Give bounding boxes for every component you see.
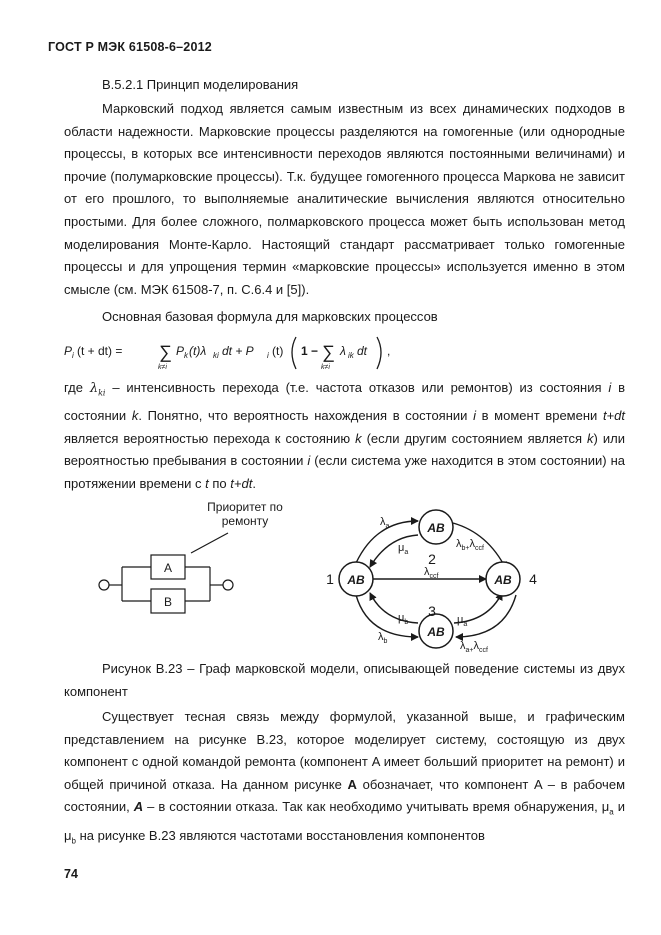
italic-k: k (355, 430, 362, 446)
formula-term1-rest-sub: ki (213, 351, 219, 360)
text-fragment: на рисунке B.23 являются частотами восстановления компонентов (75, 827, 485, 843)
edge-lambda-b-lower: λ (378, 631, 384, 643)
paragraph-lambda-definition (64, 377, 625, 496)
state-1-label: 1 (326, 571, 334, 587)
formula-term2-sub: i (267, 351, 269, 360)
formula-term1-sub: k (184, 351, 188, 360)
block-a-label: A (163, 561, 173, 575)
text-fragment: (если другим состоянием является (361, 430, 588, 446)
formula-dt-end: dt (357, 344, 368, 358)
input-node (99, 580, 109, 590)
mu-b: μ (64, 827, 72, 843)
svg-text:dt + P (222, 344, 254, 358)
svg-text:μa (457, 614, 467, 628)
state-4-label: 4 (529, 571, 537, 587)
edge-lambda-b-sub: b+ (461, 545, 470, 552)
state-1-text: AB (347, 573, 365, 587)
formula-sum-sub-2: k≠i (321, 364, 330, 371)
text-fragment: и (613, 799, 626, 815)
formula-one-minus: 1 − (301, 344, 319, 358)
edge-mu-a-lower-sub: a (463, 621, 468, 628)
edge-lambda-b: λ (456, 538, 462, 550)
edge-lambda-ccf-sub: ccf (474, 545, 484, 552)
priority-label-line1: Приоритет по (207, 500, 283, 514)
italic-i: i (473, 408, 476, 424)
italic-tdt: t+dt (602, 408, 625, 424)
text-fragment: является вероятностью перехода к состоянию (64, 430, 356, 446)
edge-mu-b: μ (398, 612, 405, 624)
svg-text:μa (398, 542, 408, 556)
edge-lambda-ccf-mid-sub: ccf (429, 573, 439, 580)
markov-state-graph (318, 503, 618, 653)
formula-comma: , (387, 344, 391, 358)
svg-text:(t) (272, 344, 283, 358)
mu-a-sub: a (609, 807, 614, 817)
state-3-label: 3 (428, 603, 436, 619)
formula-lambda-ik: λ (340, 344, 346, 358)
bold-italic-a: A (133, 799, 144, 815)
svg-text:P (176, 344, 184, 358)
svg-text:λa (380, 516, 390, 530)
text-fragment: . Понятно, что вероятность нахождения в состоянии (138, 408, 474, 424)
text-fragment: ) или вероятностью пребывания в состоянии (64, 430, 625, 469)
text-fragment: – интенсивность перехода (т.е. частота отказов или ремонтов) из состояния (105, 380, 609, 395)
block-b-label: B (163, 595, 173, 609)
mu-b-sub: b (71, 836, 76, 846)
svg-text:ki (213, 351, 219, 360)
svg-text:λ (339, 344, 346, 358)
priority-label-line2: ремонту (221, 514, 269, 528)
edge-mu-a: μ (398, 542, 405, 554)
text-fragment: в состоянии (64, 380, 625, 424)
svg-text:ik (348, 351, 355, 360)
edge-mu-a-sub: a (404, 549, 409, 556)
lambda-symbol: λ (89, 381, 99, 396)
edge-mu-a-lower: μ (457, 614, 464, 626)
svg-text:λa+λccf (460, 640, 488, 653)
edge-lambda-b-lower-sub: b (383, 638, 388, 645)
svg-text:∑: ∑ (159, 342, 172, 362)
italic-k: k (131, 408, 139, 424)
paragraph-formula-intro: Основная базовая формула для марковских процессов (102, 309, 438, 324)
edge-lambda-ccf2: λ (473, 640, 479, 652)
svg-text:1 − (301, 344, 318, 358)
formula-lhs-arg: (t + dt) = (77, 344, 123, 358)
formula-term1-end: dt + P (222, 344, 254, 358)
paragraph-relation (64, 706, 625, 853)
svg-text:k≠i (321, 364, 330, 371)
svg-text:, (387, 344, 390, 358)
text-fragment: по (208, 475, 231, 491)
text-fragment: в момент времени (475, 408, 603, 424)
text-fragment: (если система уже находится в этом состоянии) на протяжении времени с (64, 453, 625, 491)
formula-term1: P (176, 344, 185, 358)
text-fragment: обозначает, что компонент A – в рабочем состоянии, (64, 776, 626, 815)
paragraph-markov-approach: Марковский подход является самым известным из всех динамических подходов в области надежности. Марковские процессы разделяются на гомогенные (или однородные процессы, в которых все интенсивности переходов являются постоянными величинами) и прочие (полумарковские процессы). Т.к. будущее гомогенного процесса Маркова не зависит от его прошлого, то выполняемые аналитические вычисления являются относительно простыми. Для более сложного, полмарковского процесса может быть использован метод моделирования Монте-Карло. Настоящий стандарт рассматривает только гомогенные процессы и для упрощения термин «марковские процессы» используется именно в этом смысле (см. МЭК 61508-7, п. С.6.4 и [5]). (64, 101, 625, 297)
italic-t: t (205, 475, 209, 491)
italic-k: k (587, 430, 594, 446)
markov-formula (64, 331, 464, 373)
state-3-text: AB (427, 625, 445, 639)
state-2-text: AB (427, 521, 445, 535)
edge-lambda-a: λ (380, 516, 386, 528)
svg-text:λccf (424, 566, 439, 580)
formula-sum-sub-1: k≠i (158, 364, 167, 371)
page-number: 74 (64, 867, 78, 881)
formula-lambda-ik-sub: ik (348, 351, 354, 360)
svg-text:∑: ∑ (322, 342, 335, 362)
section-title: B.5.2.1 Принцип моделирования (102, 77, 299, 92)
figure-caption: Рисунок B.23 – Граф марковской модели, описывающей поведение системы из двух компонент (64, 661, 625, 699)
output-node (223, 580, 233, 590)
italic-i: i (307, 453, 311, 469)
edge-lambda-ccf2-sub: ccf (478, 647, 488, 653)
svg-text:(t)λ (189, 344, 206, 358)
text-where: где (64, 380, 83, 395)
svg-text:μb (398, 612, 408, 626)
formula-lhs-sub: i (72, 351, 74, 360)
document-header: ГОСТ Р МЭК 61508-6–2012 (48, 40, 212, 54)
svg-text:i (267, 351, 269, 360)
italic-i: i (608, 380, 612, 395)
svg-text:i (72, 351, 74, 360)
bold-a: A (347, 776, 357, 792)
svg-text:dt (357, 344, 368, 358)
formula-term1-rest: (t)λ (189, 344, 207, 358)
mu-a: μ (601, 799, 610, 815)
lambda-sub: ki (98, 388, 106, 398)
edge-lambda-a-ccf: λ (460, 640, 466, 652)
text-fragment: – в состоянии отказа. Так как необходимо учитывать время обнаружения, (143, 799, 602, 815)
formula-lhs: P (64, 344, 73, 358)
edge-lambda-ccf: λ (469, 538, 475, 550)
text-fragment: . (252, 475, 256, 491)
edge-lambda-a-sub: a (385, 523, 390, 530)
svg-text:k≠i (158, 364, 167, 371)
formula-term2-arg: (t) (272, 344, 284, 358)
edge-lambda-ccf-mid: λ (424, 566, 430, 578)
state-4-text: AB (494, 573, 512, 587)
italic-tdt: t+dt (230, 475, 253, 491)
svg-text:P (64, 344, 72, 358)
edge-lambda-a-ccf-sub: a+ (465, 647, 474, 653)
svg-text:λb+λccf (456, 538, 484, 552)
svg-text:λb (378, 631, 388, 645)
text-fragment: Существует тесная связь между формулой, указанной выше, и графическим представлением на рисунке B.23, которое моделирует систему, состоящую из двух компонент с одной командой ремонта (компонент A имеет больший приоритет на ремонт) и общей причиной отказа. На данном рисунке (64, 709, 625, 792)
reliability-block-diagram (95, 495, 305, 620)
state-2-label: 2 (428, 551, 436, 567)
edge-mu-b-sub: b (404, 619, 409, 626)
svg-text:(t + dt) = (77, 344, 122, 358)
